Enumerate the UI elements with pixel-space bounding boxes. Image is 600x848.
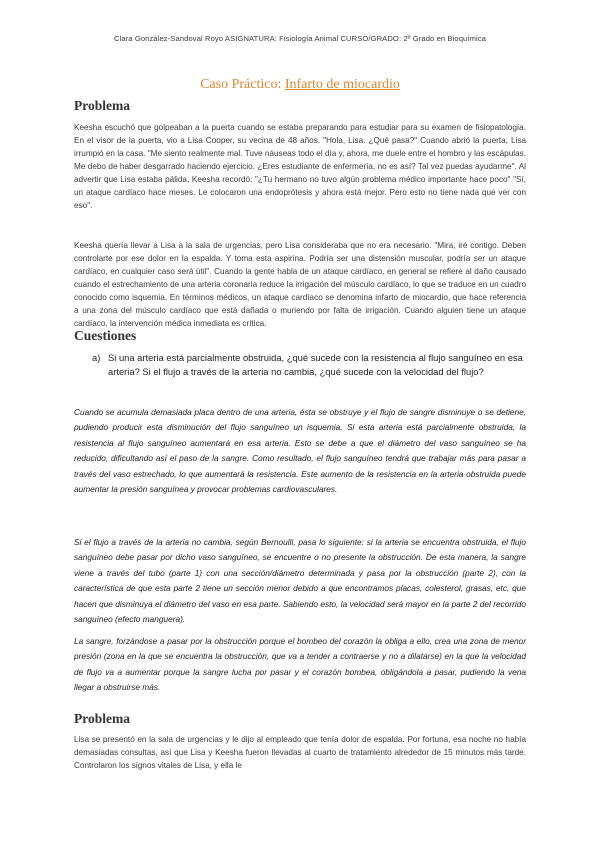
title-prefix: Caso Práctico: — [200, 77, 285, 92]
section-heading-problema: Problema — [74, 98, 130, 113]
question-marker: a) — [92, 352, 101, 363]
paragraph: Keesha quería llevar a Lisa a la sala de urgencias, pero Lisa consideraba que no era necesario. "Mira, iré contigo. Deben controlarte por ese dolor en la espalda. Y toma esta aspirina. Podría ser una distensión muscular, podría ser un ataque cardíaco, en cualquier caso será útil". Cuando la gente habla de un ataque cardíaco, en general se refiere al daño causado cuando el estrechamiento de una arteria coronaria reduce la irrigación del músculo cardíaco, lo que se traduce en un cuadro conocido como isquemia. En términos médicos, un ataque cardíaco se denomina infarto de miocardio, que hace referencia a una zona del músculo cardíaco que está dañada o muriendo por falta de irrigación. Cuando alguien tiene un ataque cardíaco, la intervención médica inmediata es crítica. — [74, 241, 526, 329]
answer-paragraph: Si el flujo a través de la arteria no cambia, según Bernoulli, pasa lo siguiente: si la arteria se encuentra obstruida, el flujo sanguíneo debe pasar por dicho vaso sanguíneo, se encuentre o no presente la obstrucción. De esta manera, la sangre viene a través del tubo (parte 1) con una sección/diámetro determinada y pasa por la obstrucción (parte 2), con la característica de que esta parte 2 tiene un sección menor debido a que encontramos placas, colesterol, grasas, etc, que hacen que disminuya el diámetro del vaso en esa parte. Sabiendo esto, la velocidad será mayor en la parte 2 del recorrido sanguíneo (efecto manguera). — [74, 537, 526, 625]
title-link[interactable]: Infarto de miocardio — [284, 77, 400, 92]
section-heading-cuestiones: Cuestiones — [74, 328, 137, 343]
page-header: Clara González-Sandoval Royo ASIGNATURA: Fisiología Animal CURSO/GRADO: 2º Grado en Bioquímica — [113, 34, 487, 43]
paragraph: Keesha escuchó que golpeaban a la puerta cuando se estaba preparando para estudiar para su examen de fisiopatología. En el visor de la puerta, vio a Lisa Cooper, su vecina de 48 años. "Hola, Lisa. ¿Qué pasa?" Cuando abrió la puerta, Lisa irrumpió en la casa. "Me siento realmente mal. Tuve náuseas todo el día y, ahora, me duele entre el hombro y las escápulas. Me debo de haber desgarrado haciendo ejercicio. ¿Eres estudiante de enfermería, no es así? Tal vez puedas ayudarme". Al advertir que Lisa estaba pálida, Keesha recordó: "¿Tu hermano no tuvo algún problema médico importante hace poco" "Sí, un ataque cardíaco hace meses. Le colocaron una endoprótesis y ahora está mejor. Pero esto no tiene nada que ver con eso". — [74, 123, 526, 211]
paragraph: Lisa se presentó en la sala de urgencias y le dijo al empleado que tenía dolor de espalda. Por fortuna, esa noche no había demasiadas consultas, así que Lisa y Keesha fueron llevadas al cuarto de tratamiento alrededor de 15 minutos más tarde. Controlaron los signos vitales de Lisa, y ella le — [74, 735, 526, 771]
section-heading-problema-2: Problema — [74, 711, 130, 726]
question-a — [92, 351, 526, 379]
document-title — [0, 77, 600, 93]
answer-paragraph: La sangre, forzándose a pasar por la obstrucción porque el bombeo del corazón la obliga a ello, crea una zona de menor presión (zona en la que se encuentra la obstrucción, que va a tender a contraerse y no a dilatarse) en la que la velocidad de flujo va a aumentar porque la sangre lucha por pasar y el corazón bombea, obligándola a pasar, pudiendo la vena llegar a obstruirse más. — [74, 636, 526, 693]
answer-paragraph: Cuando se acumula demasiada placa dentro de una arteria, ésta se obstruye y el flujo de sangre disminuye o se detiene, pudiendo producir esta disminución del flujo sanguíneo un isquemia. Si esta arteria está parcialmente obstruida, la resistencia al flujo sanguíneo aumentará en esa arteria. Esto se debe a que el diámetro del vaso sanguíneo se ha reducido, dificultando así el paso de la sangre. Como resultado, el flujo sanguíneo tendrá que trabajar más para pasar a través del vaso estrechado, lo que aumentará la resistencia. Este aumento de la resistencia en la arteria obstruida puede aumentar la presión sanguínea y provocar problemas cardiovasculares. — [74, 407, 526, 495]
question-text: Si una arteria está parcialmente obstruida, ¿qué sucede con la resistencia al flujo sanguíneo en esa arteria? Si el flujo a través de la arteria no cambia, ¿qué sucede con la velocidad del flujo? — [108, 352, 523, 378]
